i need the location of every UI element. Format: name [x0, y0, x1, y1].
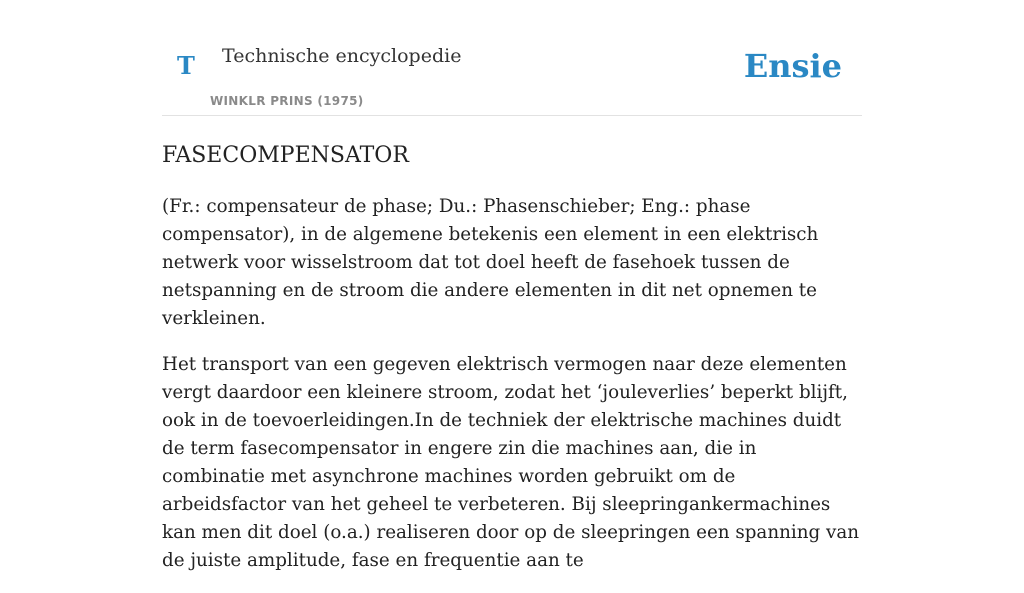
- article-body: [162, 193, 862, 575]
- encyclopedia-title[interactable]: Technische encyclopedie: [222, 45, 462, 67]
- site-header: [162, 0, 862, 116]
- ensie-logo-link[interactable]: Ensie: [743, 47, 842, 85]
- article-paragraph-1: (Fr.: compensateur de phase; Du.: Phasenschieber; Eng.: phase compensator), in de algemene betekenis een element in een elektrisch netwerk voor wisselstroom dat tot doel heeft de fasehoek tussen de netspanning en de stroom die andere elementen in dit net opnemen te verkleinen.: [162, 196, 819, 330]
- page-container: [162, 0, 862, 593]
- encyclopedia-source: WINKLR PRINS (1975): [210, 94, 364, 108]
- article-title: FASECOMPENSATOR: [162, 143, 409, 168]
- encyclopedia-logo-icon[interactable]: T: [177, 51, 195, 80]
- article-paragraph-2: Het transport van een gegeven elektrisch vermogen naar deze elementen vergt daardoor een kleinere stroom, zodat het ‘jouleverlies’ beperkt blijft, ook in de toevoerleidingen.In de techniek der elektrische machines duidt de term fasecompensator in engere zin die machines aan, die in combinatie met asynchrone machines worden gebruikt om de arbeidsfactor van het geheel te verbeteren. Bij sleepringankermachines kan men dit doel (o.a.) realiseren door op de sleepringen een spanning van de juiste amplitude, fase en frequentie aan te: [162, 354, 860, 572]
